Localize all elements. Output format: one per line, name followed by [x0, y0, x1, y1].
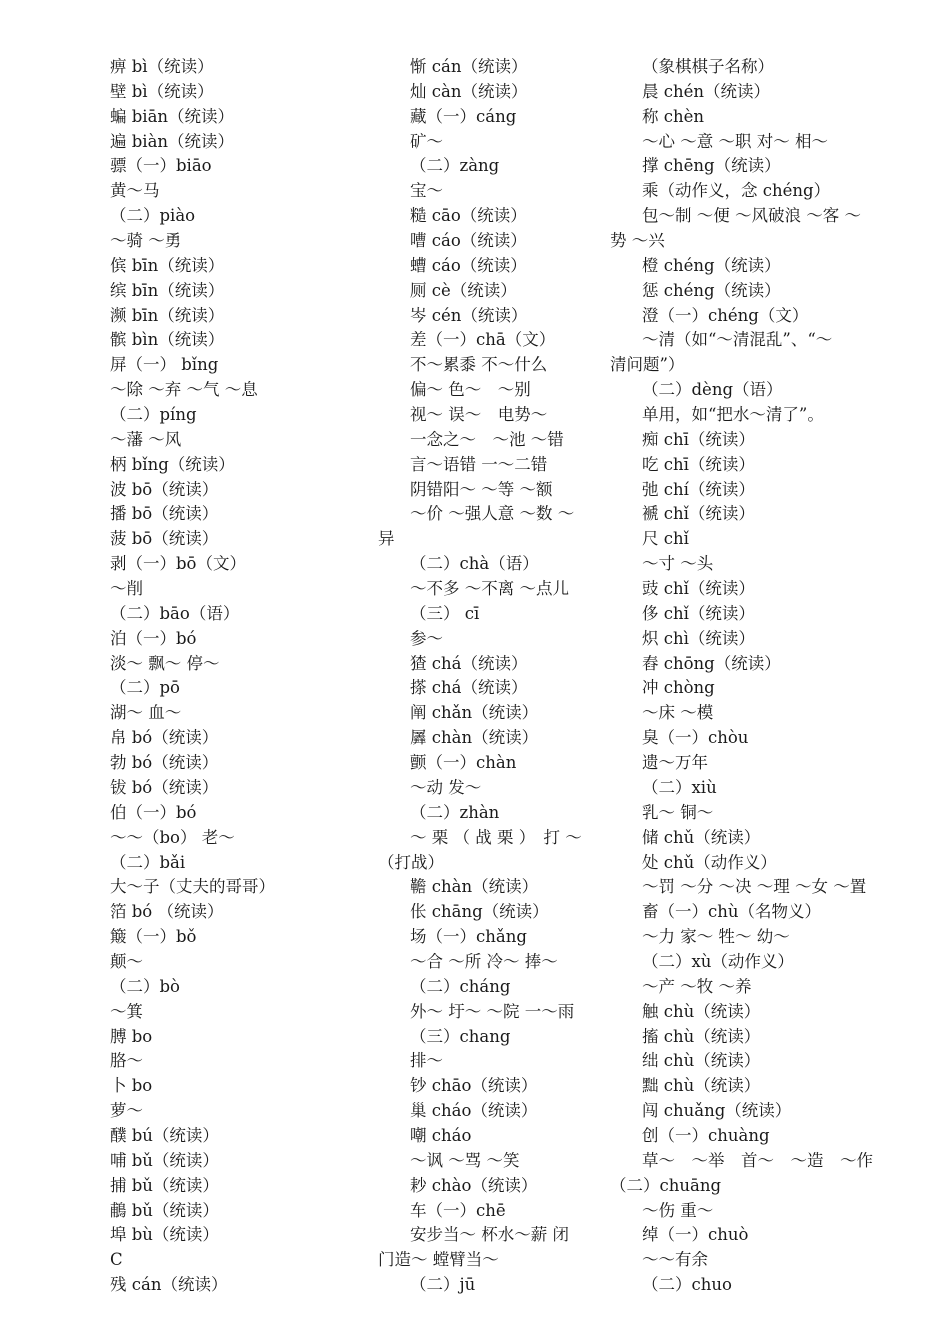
text-line: （打战）	[378, 852, 444, 872]
text-line: （象棋棋子名称）	[642, 57, 774, 76]
text-line: ～寸 ～头	[642, 554, 714, 574]
text-line: 储 chǔ（统读）	[642, 827, 761, 847]
text-line: 场（一）chǎng	[410, 927, 527, 947]
text-line: （二）bò	[110, 976, 180, 996]
text-line: ～合 ～所 冷～ 捧～	[410, 951, 558, 971]
text-line: 柄 bǐng（统读）	[110, 454, 235, 474]
text-line: 黄～马	[110, 181, 160, 201]
text-line: 蝙 biān（统读）	[110, 106, 235, 126]
text-line: 鵏 bǔ（统读）	[110, 1200, 219, 1220]
text-line: （二）zhàn	[410, 802, 500, 822]
text-line: 播 bō（统读）	[110, 504, 219, 524]
text-line: 排～	[410, 1051, 443, 1071]
text-line: 萝～	[110, 1101, 143, 1121]
text-line: 骠（一）biāo	[110, 156, 212, 176]
text-line: 绰（一）chuò	[642, 1225, 749, 1245]
text-line: 闯 chuǎng（统读）	[642, 1101, 792, 1121]
text-line: 惭 cán（统读）	[410, 57, 528, 76]
text-line: C	[110, 1250, 123, 1270]
text-line: 宝～	[410, 181, 443, 201]
text-line: 帛 bó（统读）	[110, 728, 219, 748]
text-line: ～藩 ～风	[110, 429, 182, 449]
text-line: （二）chuāng	[610, 1175, 722, 1195]
text-line: 晨 chén（统读）	[642, 81, 771, 101]
text-line: 乳～ 铜～	[642, 802, 714, 822]
text-line: ～罚 ～分 ～决 ～理 ～女 ～置	[642, 877, 867, 897]
text-line: ～床 ～模	[642, 703, 714, 723]
text-line: 羼 chàn（统读）	[410, 728, 539, 748]
text-line: （三） cī	[410, 603, 480, 623]
text-line: 阐 chǎn（统读）	[410, 703, 539, 723]
text-line: 处 chǔ（动作义）	[642, 852, 777, 872]
text-line: 冲 chòng	[642, 678, 715, 698]
text-line: 颤（一）chàn	[410, 753, 517, 773]
text-line: 波 bō（统读）	[110, 479, 219, 499]
text-line: 偏～ 色～ ～别	[410, 380, 531, 400]
text-line: 湖～ 血～	[110, 703, 182, 723]
text-line: 糙 cāo（统读）	[410, 206, 527, 226]
text-line: 遗～万年	[642, 753, 708, 773]
text-line: ～除 ～弃 ～气 ～息	[110, 380, 258, 400]
text-line: （二）xù（动作义）	[642, 951, 794, 971]
text-line: 猹 chá（统读）	[410, 653, 528, 673]
text-line: 厕 cè（统读）	[410, 280, 517, 300]
text-line: （二）chà（语）	[410, 554, 539, 574]
text-line: （二）pō	[110, 678, 180, 698]
text-line: ～伤 重～	[642, 1200, 714, 1220]
text-line: 螬 cáo（统读）	[410, 255, 527, 275]
text-line: 岑 cén（统读）	[410, 305, 528, 325]
text-line: （二）xiù	[642, 777, 717, 797]
text-line: （二）bāo（语）	[110, 603, 240, 623]
text-line: 创（一）chuàng	[642, 1125, 770, 1145]
text-line: 颠～	[110, 951, 143, 971]
text-line: 灿 càn（统读）	[410, 81, 528, 101]
text-line: ～～有余	[642, 1250, 708, 1270]
text-line: 车（一）chē	[410, 1200, 506, 1220]
text-line: ～产 ～牧 ～养	[642, 976, 752, 996]
text-line: 视～ 误～ 电势～	[410, 405, 548, 425]
column-1	[110, 55, 360, 1298]
text-line: 捕 bǔ（统读）	[110, 1175, 219, 1195]
text-line: 哺 bǔ（统读）	[110, 1150, 219, 1170]
text-line: 包～制 ～便 ～风破浪 ～客 ～	[642, 206, 861, 226]
text-line: 触 chù（统读）	[642, 1001, 761, 1021]
text-line: 异	[378, 529, 395, 549]
text-line: 巢 cháo（统读）	[410, 1101, 538, 1121]
text-line: ～ 栗 （ 战 栗 ） 打 ～	[410, 827, 582, 847]
text-line: 痹 bì（统读）	[110, 57, 214, 76]
text-line: 言～语错 一～二错	[410, 454, 548, 474]
text-line: 伯（一）bó	[110, 802, 197, 822]
text-line: 壁 bì（统读）	[110, 81, 214, 101]
text-line: ～心 ～意 ～职 对～ 相～	[642, 131, 828, 151]
text-line: 韂 chàn（统读）	[410, 877, 539, 897]
text-line: 箔 bó （统读）	[110, 902, 224, 922]
text-line: 称 chèn	[642, 106, 705, 126]
text-line: 簸（一）bǒ	[110, 927, 197, 947]
text-line: 安步当～ 杯水～薪 闭	[410, 1225, 569, 1245]
text-line: 残 cán（统读）	[110, 1275, 228, 1295]
text-line: ～价 ～强人意 ～数 ～	[410, 504, 575, 524]
text-line: 尺 chǐ	[642, 529, 689, 549]
text-line: 澄（一）chéng（文）	[642, 305, 809, 325]
text-line: 嘈 cáo（统读）	[410, 231, 527, 251]
text-line: 臭（一）chòu	[642, 728, 749, 748]
text-line: 埠 bù（统读）	[110, 1225, 219, 1245]
text-line: 泊（一）bó	[110, 628, 197, 648]
text-line: 门造～ 螳臂当～	[378, 1250, 499, 1270]
text-line: （三）chang	[410, 1026, 511, 1046]
text-line: 矿～	[410, 131, 443, 151]
text-line: 大～子（丈夫的哥哥）	[110, 877, 275, 897]
text-line: 菠 bō（统读）	[110, 529, 219, 549]
text-line: 惩 chéng（统读）	[642, 280, 781, 300]
text-line: 舂 chōng（统读）	[642, 653, 781, 673]
text-line: 弛 chí（统读）	[642, 479, 755, 499]
text-line: ～不多 ～不离 ～点儿	[410, 579, 569, 599]
text-line: （二）piào	[110, 206, 196, 226]
text-line: 清问题”）	[610, 355, 685, 375]
text-line: ～清（如“～清混乱”、“～	[642, 330, 833, 350]
text-line: ～骑 ～勇	[110, 231, 182, 251]
text-line: ～削	[110, 579, 143, 599]
text-line: （二）zàng	[410, 156, 500, 176]
text-line: 差（一）chā（文）	[410, 330, 556, 350]
text-line: （二）píng	[110, 405, 197, 425]
text-line: 伥 chāng（统读）	[410, 902, 549, 922]
text-line: 遍 biàn（统读）	[110, 131, 235, 151]
text-line: （二）dèng（语）	[642, 380, 783, 400]
text-line: 傧 bīn（统读）	[110, 255, 225, 275]
text-line: 搐 chù（统读）	[642, 1026, 761, 1046]
text-line: ～讽 ～骂 ～笑	[410, 1150, 520, 1170]
text-line: （二）chuo	[642, 1275, 732, 1295]
text-line: 淡～ 飘～ 停～	[110, 653, 220, 673]
text-line: 不～累黍 不～什么	[410, 355, 548, 375]
text-line: ～箕	[110, 1001, 143, 1021]
text-line: 侈 chǐ（统读）	[642, 603, 755, 623]
text-line: 单用，如“把水～清了”。	[642, 405, 824, 425]
text-line: 痴 chī（统读）	[642, 429, 755, 449]
text-line: （二）jū	[410, 1275, 476, 1295]
text-line: 剥（一）bō（文）	[110, 554, 246, 574]
text-line: 髌 bìn（统读）	[110, 330, 225, 350]
text-line: 畜（一）chù（名物义）	[642, 902, 821, 922]
text-line: 橙 chéng（统读）	[642, 255, 781, 275]
text-line: （二）bǎi	[110, 852, 186, 872]
text-line: 搽 chá（统读）	[410, 678, 528, 698]
text-line: 耖 chào（统读）	[410, 1175, 538, 1195]
text-line: 膊 bo	[110, 1026, 153, 1046]
text-line: 勃 bó（统读）	[110, 753, 219, 773]
text-line: 外～ 圩～ ～院 一～雨	[410, 1001, 575, 1021]
text-line: 黜 chù（统读）	[642, 1076, 761, 1096]
text-line: 卜 bo	[110, 1076, 153, 1096]
text-line: 嘲 cháo	[410, 1125, 472, 1145]
text-line: （二）cháng	[410, 976, 511, 996]
text-line: 胳～	[110, 1051, 143, 1071]
text-line: ～～（bo） 老～	[110, 827, 235, 847]
column-2	[378, 55, 582, 1298]
text-line: 濒 bīn（统读）	[110, 305, 225, 325]
text-line: 乘（动作义，念 chéng）	[642, 181, 831, 201]
text-line: 草～ ～举 首～ ～造 ～作	[642, 1150, 873, 1170]
text-line: ～力 家～ 牲～ 幼～	[642, 927, 790, 947]
text-line: 褫 chǐ（统读）	[642, 504, 755, 524]
text-line: 炽 chì（统读）	[642, 628, 755, 648]
text-line: ～动 发～	[410, 777, 482, 797]
text-line: 醭 bú（统读）	[110, 1125, 219, 1145]
text-line: 参～	[410, 628, 443, 648]
text-line: 钞 chāo（统读）	[410, 1076, 538, 1096]
column-3	[610, 55, 873, 1298]
text-line: 阴错阳～ ～等 ～额	[410, 479, 553, 499]
text-line: 吃 chī（统读）	[642, 454, 755, 474]
text-line: 撑 chēng（统读）	[642, 156, 781, 176]
text-line: 一念之～ ～池 ～错	[410, 429, 564, 449]
text-line: 势 ～兴	[610, 231, 665, 251]
text-line: 绌 chù（统读）	[642, 1051, 761, 1071]
text-line: 藏（一）cáng	[410, 106, 517, 126]
text-line: 豉 chǐ（统读）	[642, 579, 755, 599]
text-line: 钹 bó（统读）	[110, 777, 219, 797]
text-line: 屏（一） bǐng	[110, 355, 219, 375]
text-line: 缤 bīn（统读）	[110, 280, 225, 300]
